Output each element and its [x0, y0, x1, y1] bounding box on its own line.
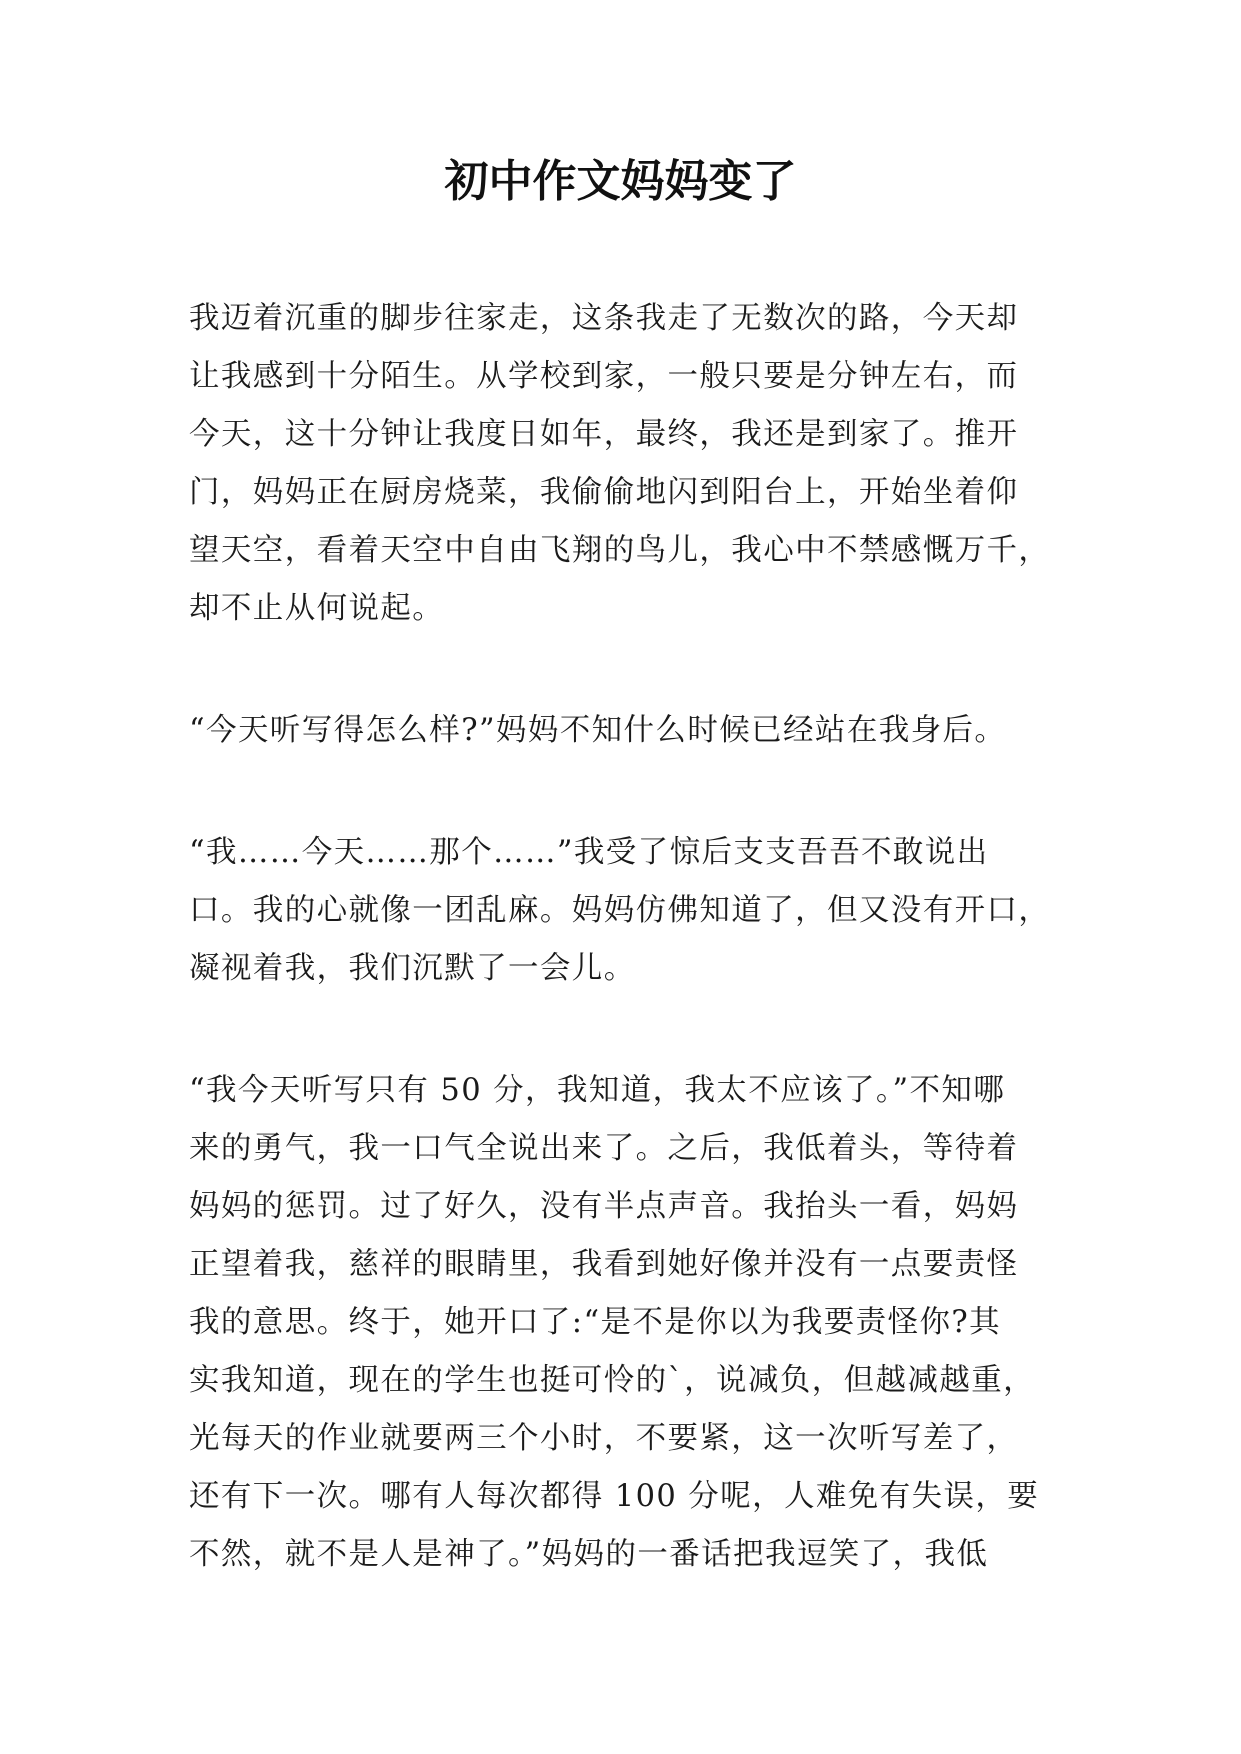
- paragraph: [189, 824, 1069, 998]
- text-line: 实我知道，现在的学生也挺可怜的`，说减负，但越减越重，: [189, 1363, 1036, 1398]
- text-line: 来的勇气，我一口气全说出来了。之后，我低着头，等待着: [189, 1131, 1019, 1166]
- text-line: 门，妈妈正在厨房烧菜，我偷偷地闪到阳台上，开始坐着仰: [189, 475, 1019, 510]
- text-line: 还有下一次。哪有人每次都得 100 分呢，人难免有失误，要: [189, 1479, 1040, 1514]
- text-line: 光每天的作业就要两三个小时，不要紧，这一次听写差了，: [189, 1421, 1019, 1456]
- text-line: 不然，就不是人是神了。”妈妈的一番话把我逗笑了，我低: [189, 1537, 989, 1572]
- text-line: “我今天听写只有 50 分，我知道，我太不应该了。”不知哪: [189, 1073, 1006, 1108]
- document-body: [189, 290, 1069, 1648]
- text-line: 正望着我，慈祥的眼睛里，我看到她好像并没有一点要责怪: [189, 1247, 1019, 1282]
- text-line: “今天听写得怎么样?”妈妈不知什么时候已经站在我身后。: [189, 713, 1007, 748]
- text-line: 妈妈的惩罚。过了好久，没有半点声音。我抬头一看，妈妈: [189, 1189, 1019, 1224]
- text-line: 我迈着沉重的脚步往家走，这条我走了无数次的路，今天却: [189, 301, 1019, 336]
- text-line: 口。我的心就像一团乱麻。妈妈仿佛知道了，但又没有开口，: [189, 893, 1051, 928]
- document-title: 初中作文妈妈变了: [444, 156, 797, 207]
- paragraph: [189, 1062, 1069, 1584]
- text-line: 凝视着我，我们沉默了一会儿。: [189, 951, 636, 986]
- paragraph: [189, 702, 1069, 760]
- text-line: 让我感到十分陌生。从学校到家，一般只要是分钟左右，而: [189, 359, 1019, 394]
- text-line: 却不止从何说起。: [189, 591, 445, 626]
- text-line: 今天，这十分钟让我度日如年，最终，我还是到家了。推开: [189, 417, 1019, 452]
- paragraph: [189, 290, 1069, 638]
- text-line: “我……今天……那个……”我受了惊后支支吾吾不敢说出: [189, 835, 989, 870]
- text-line: 我的意思。终于，她开口了:“是不是你以为我要责怪你?其: [189, 1305, 1002, 1340]
- text-line: 望天空，看着天空中自由飞翔的鸟儿，我心中不禁感慨万千，: [189, 533, 1051, 568]
